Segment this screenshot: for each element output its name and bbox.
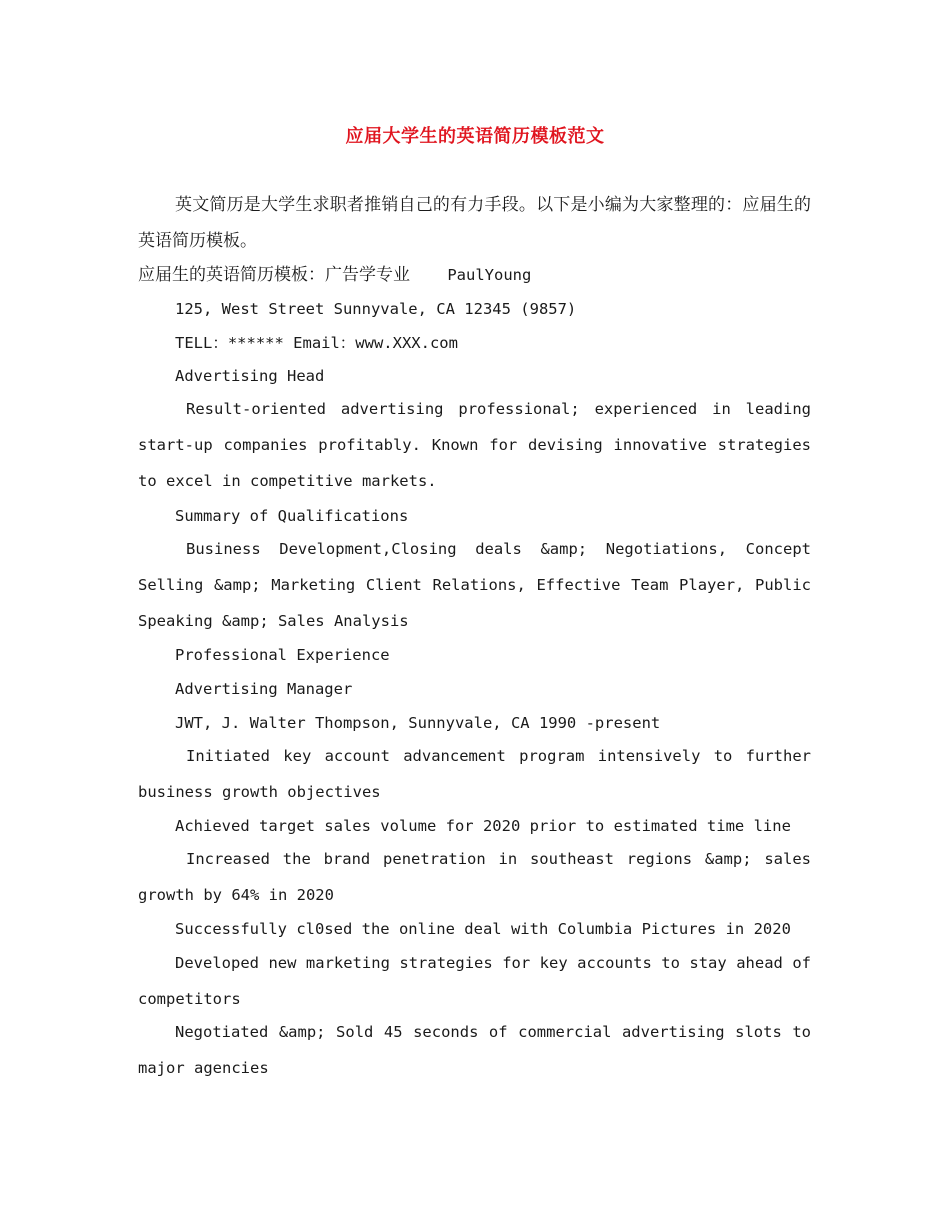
experience-bullet: Initiated key account advancement program intensively to further business growth objectives (138, 747, 821, 801)
profile-paragraph: Result-oriented advertising professional; experienced in leading start-up companies profitably. Known for devising innovative strategies to excel in competitive markets. (138, 400, 821, 490)
position-line: Advertising Head (175, 367, 325, 385)
document-title: 应届大学生的英语简历模板范文 (345, 126, 605, 147)
experience-bullet: Successfully cl0sed the online deal with Columbia Pictures in 2020 (175, 920, 791, 938)
experience-bullet: Negotiated &amp; Sold 45 seconds of commercial advertising slots to major agencies (138, 1023, 821, 1077)
experience-heading: Professional Experience (175, 646, 390, 664)
qualifications-paragraph: Business Development,Closing deals &amp; Negotiations, Concept Selling &amp; Marketing Client Relations, Effective Team Player, Public Speaking &amp; Sales Analysis (138, 540, 821, 630)
template-heading: 应届生的英语简历模板：广告学专业 (138, 265, 410, 285)
experience-bullet: Increased the brand penetration in southeast regions &amp; sales growth by 64% in 2020 (138, 850, 821, 904)
address-line: 125, West Street Sunnyvale, CA 12345 (9857) (175, 300, 577, 318)
intro-paragraph: 英文简历是大学生求职者推销自己的有力手段。以下是小编为大家整理的：应届生的英语简历模板。 (138, 195, 811, 251)
experience-bullet: Achieved target sales volume for 2020 prior to estimated time line (175, 817, 791, 835)
template-heading-line (138, 265, 531, 285)
employer-line: JWT, J. Walter Thompson, Sunnyvale, CA 1990 -present (175, 714, 661, 732)
contact-line: TELL：****** Email：www.XXX.com (175, 334, 458, 352)
candidate-name: PaulYoung (447, 266, 532, 284)
job-title: Advertising Manager (175, 680, 353, 698)
qualifications-heading: Summary of Qualifications (175, 507, 409, 525)
experience-bullet: Developed new marketing strategies for key accounts to stay ahead of competitors (138, 954, 821, 1008)
